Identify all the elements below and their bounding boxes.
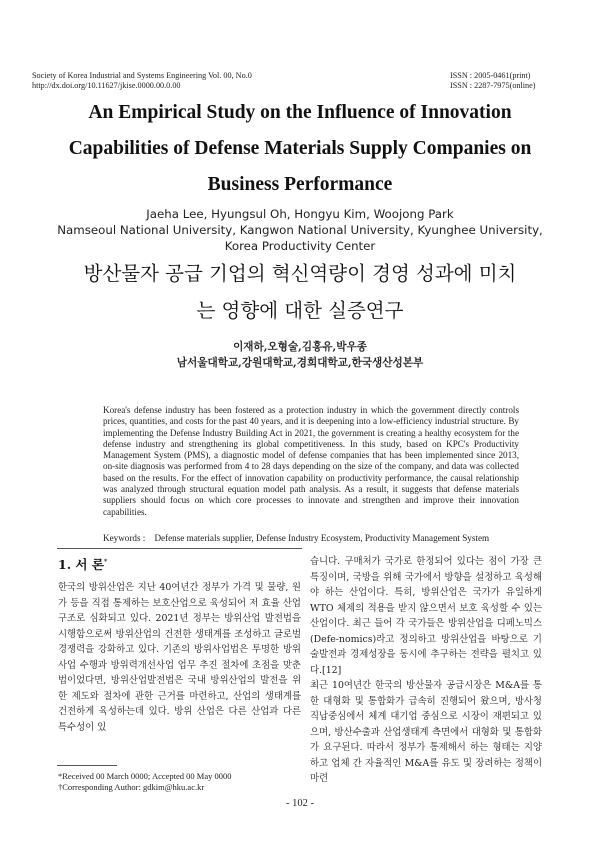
section-footnote-mark: * <box>103 557 108 566</box>
abstract-text: Korea's defense industry has been fostered as a protection industry in which the government directly controls prices, quantities, and costs for the past 40 years, and it is deepening into a low-efficiency industrial structure. By implementing the Defense Industry Building Act in 2021, the government is creating a healthy ecosystem for the defense industry and strengthening its global competitiveness. In this study, based on KPC's Productivity Management System (PMS), a diagnostic model of defense companies that has been implemented since 2013, on-site diagnosis was performed from 4 to 28 days depending on the size of the company, and data was collected based on the results. For the effect of innovation capability on productivity performance, the causal relationship was analyzed through structural equation model path analysis. As a result, it suggests that defense materials suppliers should focus on which core processes to innovate and strengthen and improve their innovation capabilities. <box>103 405 519 517</box>
footnote-divider <box>57 765 117 766</box>
page-number: - 102 - <box>286 798 314 809</box>
paper-title-line-2: Capabilities of Defense Materials Supply Companies on <box>68 138 532 159</box>
paper-title-line-1: An Empirical Study on the Influence of Innovation <box>88 102 512 123</box>
korean-title-line-2: 는 영향에 대한 실증연구 <box>196 299 404 322</box>
issn-online: ISSN : 2287-7975(online) <box>450 81 536 90</box>
affiliation-line-1: Namseoul National University, Kangwon National University, Kyunghee University, <box>57 223 543 237</box>
journal-line: Society of Korea Industrial and Systems Engineering Vol. 00, No.0 <box>32 71 252 80</box>
keywords-text: Defense materials supplier, Defense Industry Ecosystem, Productivity Management System <box>154 533 490 543</box>
right-column <box>310 554 542 787</box>
right-paragraph-2: 최근 10여년간 한국의 방산물자 공급시장은 M&A를 통한 대형화 및 통합화가 급속히 진행되어 왔으며, 방사청 직납중심에서 체계 대기업 중심으로 시장이 재편되고 있으며, 방산수출과 산업생태계 측면에서 대형화 및 통합화가 요구된다. 따라서 정부가 통제해서 하는 형태는 지양하고 업체 간 자율적인 M&A를 유도 및 장려하는 정책이 마련 <box>310 680 542 784</box>
affiliation-line-2: Korea Productivity Center <box>224 239 376 253</box>
right-paragraph-1: 습니다. 구매처가 국가로 한정되어 있다는 점이 가장 큰 특징이며, 국방을 위해 국가에서 방향을 설정하고 육성해야 하는 산업이다. 특히, 방위산업은 국가가 유일하게 WTO 체제의 적용을 받지 않으면서 보호 육성할 수 있는 산업이다. 최근 들어 각 국가들은 방위산업을 디페노믹스(Defe-nomics)라고 정의하고 방위산업을 바탕으로 기술발전과 경제성장을 동시에 추구하는 전략을 펼치고 있다.[12] <box>310 556 542 676</box>
footnote-received: *Received 00 March 0000; Accepted 00 May 0000 <box>58 771 232 781</box>
paper-title-line-3: Business Performance <box>207 174 393 195</box>
keywords-label: Keywords : <box>103 533 146 543</box>
section-heading <box>58 555 107 573</box>
footnote-corresponding-author: †Corresponding Author: gdkim@hku.ac.kr <box>58 782 205 792</box>
keywords <box>103 532 563 544</box>
section-title: 1. 서 론 <box>58 557 104 572</box>
korean-title-line-1: 방산물자 공급 기업의 혁신역량이 경영 성과에 미치 <box>83 262 517 285</box>
korean-affiliations: 남서울대학교,강원대학교,경희대학교,한국생산성본부 <box>176 357 424 369</box>
abstract <box>103 405 519 518</box>
korean-author-names: 이재하,오형술,김홍유,박우종 <box>233 341 367 353</box>
issn-print: ISSN : 2005-0461(print) <box>450 71 531 80</box>
keywords-divider <box>57 548 302 549</box>
intro-paragraph: 한국의 방위산업은 지난 40여년간 정부가 가격 및 물량, 원가 등을 직접 통제하는 보호산업으로 육성되어 저 효율 산업구조로 심화되고 있다. 2021년 정부는 방위산업 발전법을 시행함으로써 방위산업의 건전한 생태계를 조성하고 글로벌 경쟁력을 강화하고 있다. 기존의 방위사업법은 투명한 방위사업 수행과 방위력개선사업 업무 추진 절차에 초점을 맞춘 법이었다면, 방위산업발전법은 국내 방위산업의 발전을 위한 제도와 절차에 관한 근거를 마련하고, 산업의 생태계를 건전하게 육성하는데 있다. 방위 산업은 다른 산업과 다른 특수성이 있 <box>58 582 301 733</box>
author-names: Jaeha Lee, Hyungsul Oh, Hongyu Kim, Woojong Park <box>146 207 454 221</box>
doi-link[interactable]: http://dx.doi.org/10.11627/jkise.0000.00.0.00 <box>32 81 181 90</box>
left-column <box>58 580 301 735</box>
